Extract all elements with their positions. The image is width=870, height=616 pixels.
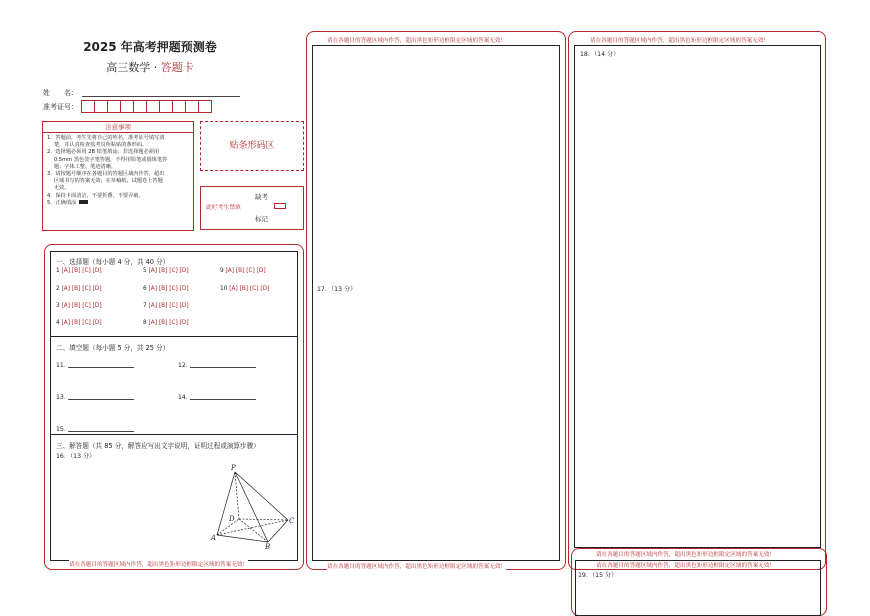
exam-id-digit-box[interactable] [172, 100, 186, 113]
edge-dc [239, 519, 288, 520]
mc-options[interactable]: [A] [B] [C] [D] [229, 286, 270, 292]
mc-question-2[interactable] [56, 286, 102, 292]
exam-id-digit-box[interactable] [120, 100, 134, 113]
subtitle-main: 高三数学 · [106, 61, 161, 74]
blank-answer-line[interactable] [68, 399, 134, 400]
mc-question-7[interactable] [143, 303, 189, 309]
notice-item: 2．选择题必须用 2B 铅笔填涂；非选择题必须用 [47, 149, 160, 156]
mc-options[interactable]: [A] [B] [C] [D] [148, 286, 189, 292]
mc-question-number: 6 [143, 286, 147, 292]
mc-question-5[interactable] [143, 268, 189, 274]
blank-answer-line[interactable] [190, 367, 256, 368]
mc-question-number: 10 [220, 286, 228, 292]
edge-pc [235, 472, 288, 520]
divider [50, 336, 298, 337]
exam-id-label: 准考证号： [43, 103, 78, 111]
vertex-c-label: C [289, 517, 295, 525]
mc-question-number: 1 [56, 268, 60, 274]
mc-options[interactable]: [A] [B] [C] [D] [148, 303, 189, 309]
fill-example [43, 200, 193, 207]
mc-question-number: 8 [143, 320, 147, 326]
vertex-a-label: A [211, 534, 217, 542]
exam-id-digit-box[interactable] [185, 100, 199, 113]
warning-right-top: 请在各题目的答题区域内作答，超出黑色矩形边框限定区域的答案无效！ [590, 38, 770, 44]
edge-pa [217, 472, 235, 535]
fill-example-label: 5．正确填涂 [47, 199, 77, 206]
mc-question-10[interactable] [220, 286, 269, 292]
blank-answer-line[interactable] [68, 431, 134, 432]
mc-options[interactable]: [A] [B] [C] [D] [61, 268, 102, 274]
section2-title: 二、填空题（每小题 5 分，共 25 分） [56, 344, 170, 352]
notice-item: 0.5mm 黑色签字笔答题，不得用铅笔或圆珠笔答 [47, 156, 168, 163]
absent-checkbox[interactable] [274, 203, 286, 209]
blank-question-label: 13． [56, 394, 71, 401]
absent-note: 此栏考生禁填 [206, 205, 241, 211]
question-19-label: 19．（15 分） [578, 572, 618, 579]
mc-question-number: 7 [143, 303, 147, 309]
notice-box [42, 121, 194, 231]
mc-options[interactable]: [A] [B] [C] [D] [148, 320, 189, 326]
page-subtitle [0, 59, 300, 75]
blank-question-label: 14． [178, 394, 193, 401]
question-16-label: 16．（13 分） [56, 453, 96, 460]
mc-options[interactable]: [A] [B] [C] [D] [61, 320, 102, 326]
notice-item: 无效。 [47, 185, 70, 192]
mc-question-8[interactable] [143, 320, 189, 326]
barcode-area: 贴条形码区 [200, 121, 304, 171]
mc-options[interactable]: [A] [B] [C] [D] [148, 268, 189, 274]
name-label: 姓 名： [43, 89, 78, 97]
notice-item: 区域书写的答案无效；在草稿纸、试题卷上答题 [47, 178, 163, 185]
notice-item: 楚，并认真检查监考员所粘贴的条形码。 [47, 142, 148, 149]
warning-middle-top: 请在各题目的答题区域内作答，超出黑色矩形边框限定区域的答案无效！ [327, 38, 507, 44]
warning-left-bottom: 请在各题目的答题区域内作答，超出黑色矩形边框限定区域的答案无效！ [69, 562, 249, 568]
section3-title: 三、解答题（共 85 分，解答应写出文字说明，证明过程或演算步骤） [56, 442, 260, 450]
section1-title: 一、选择题（每小题 4 分，共 40 分） [56, 258, 170, 266]
absent-label-bottom: 标记 [255, 215, 268, 223]
mc-question-number: 2 [56, 286, 60, 292]
exam-id-digit-box[interactable] [146, 100, 160, 113]
exam-id-digit-box[interactable] [133, 100, 147, 113]
mc-question-9[interactable] [220, 268, 266, 274]
blank-answer-line[interactable] [190, 399, 256, 400]
exam-id-digit-box[interactable] [159, 100, 173, 113]
filled-mark-icon [79, 200, 88, 204]
exam-id-digit-box[interactable] [107, 100, 121, 113]
blank-question-label: 15． [56, 426, 71, 433]
subtitle-card-label: 答题卡 [160, 61, 194, 74]
blank-answer-line[interactable] [68, 367, 134, 368]
absent-mark-box [200, 186, 304, 230]
exam-id-boxes[interactable] [82, 100, 212, 113]
mc-question-1[interactable] [56, 268, 102, 274]
page-title: 2025 年高考押题预测卷 [83, 40, 217, 54]
mc-options[interactable]: [A] [B] [C] [D] [61, 303, 102, 309]
absent-label-top: 缺考 [255, 193, 268, 201]
answer-frame-middle [312, 45, 560, 561]
vertex-p-label: P [231, 464, 236, 472]
exam-id-digit-box[interactable] [198, 100, 212, 113]
mc-question-number: 9 [220, 268, 224, 274]
blank-question-label: 12． [178, 362, 193, 369]
vertex-b-label: B [265, 543, 271, 551]
notice-items [43, 133, 193, 200]
notice-item: 题；字体工整、笔迹清晰。 [47, 163, 117, 170]
mc-question-number: 3 [56, 303, 60, 309]
warning-middle-bottom: 请在各题目的答题区域内作答，超出黑色矩形边框限定区域的答案无效！ [327, 564, 507, 570]
vertex-d-label: D [229, 515, 235, 523]
notice-item: 1．答题前，考生先将自己的姓名，准考证号填写清 [47, 135, 165, 141]
name-field[interactable] [82, 96, 240, 97]
mc-options[interactable]: [A] [B] [C] [D] [225, 268, 266, 274]
question-18-label: 18．（14 分） [580, 51, 620, 58]
pyramid-figure [205, 462, 305, 552]
notice-item: 3．请按题号顺序在各题目的答题区域内作答，超出 [47, 171, 165, 178]
question-17-label: 17．（13 分） [317, 286, 357, 293]
notice-item: 4．保持卡面清洁，不要折叠，不要弄破。 [47, 192, 144, 199]
exam-id-digit-box[interactable] [81, 100, 95, 113]
mc-question-6[interactable] [143, 286, 189, 292]
mc-question-number: 4 [56, 320, 60, 326]
mc-question-3[interactable] [56, 303, 102, 309]
warning-q19-top: 请在各题目的答题区域内作答，超出黑色矩形边框限定区域的答案无效！ [596, 552, 776, 558]
warning-right-bottom: 请在各题目的答题区域内作答，超出黑色矩形边框限定区域的答案无效！ [596, 563, 776, 569]
divider [50, 434, 298, 435]
exam-id-digit-box[interactable] [94, 100, 108, 113]
edge-ab [217, 535, 268, 542]
edge-pb [235, 472, 268, 542]
notice-title: 注意事项 [43, 122, 193, 133]
mc-question-number: 5 [143, 268, 147, 274]
mc-question-4[interactable] [56, 320, 102, 326]
edge-bc [268, 520, 288, 542]
mc-options[interactable]: [A] [B] [C] [D] [61, 286, 102, 292]
blank-question-label: 11． [56, 362, 71, 369]
answer-frame-right [574, 45, 821, 548]
diag-ac [217, 520, 288, 535]
